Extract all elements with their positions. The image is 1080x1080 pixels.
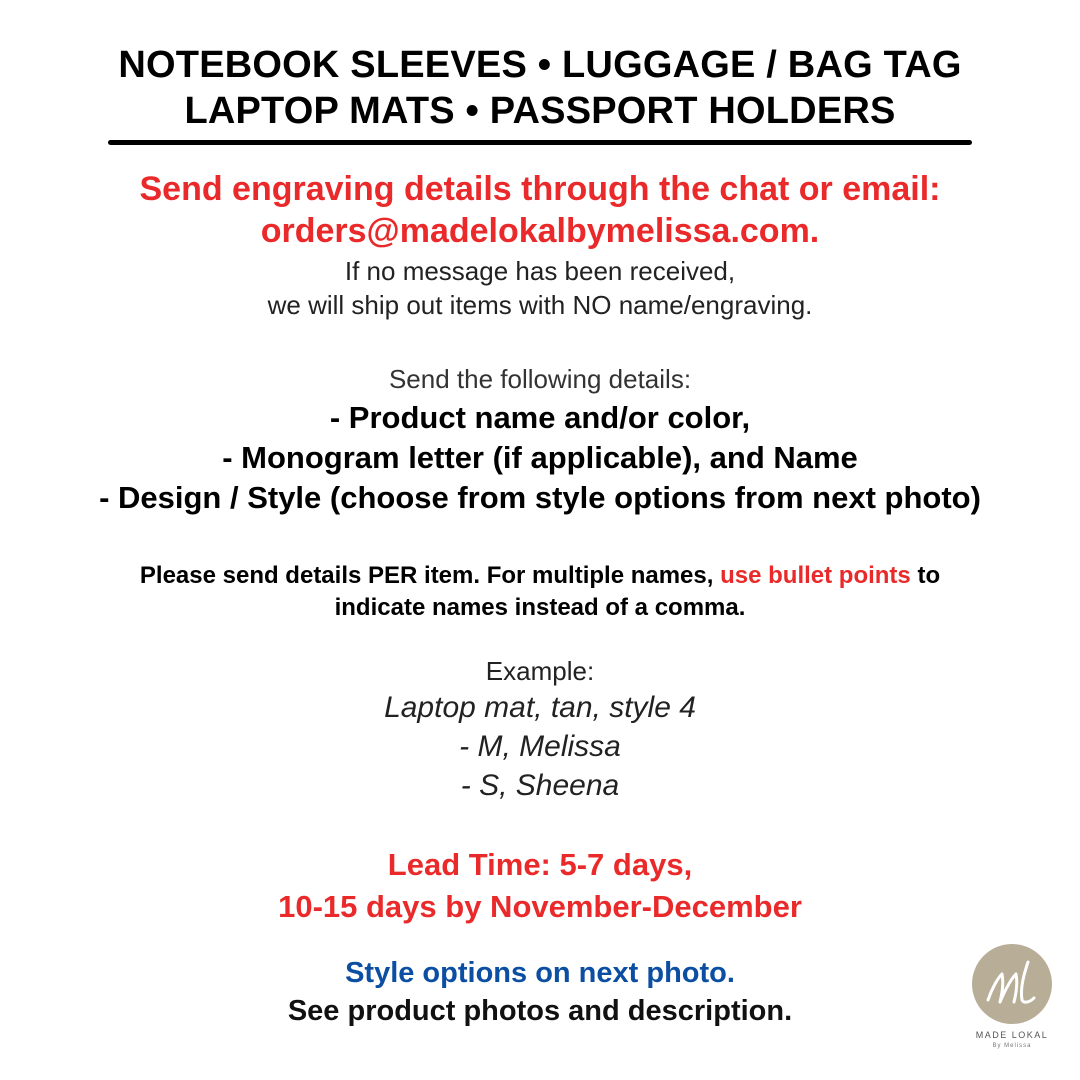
heading-divider — [108, 140, 972, 145]
heading-line-1: NOTEBOOK SLEEVES • LUGGAGE / BAG TAG — [118, 44, 962, 86]
no-message-line-1: If no message has been received, — [344, 256, 736, 286]
note-line-2: indicate names instead of a comma. — [334, 594, 746, 621]
no-message-notice — [0, 254, 1080, 322]
engraving-instructions — [0, 168, 1080, 252]
details-item: - Product name and/or color, — [329, 400, 751, 435]
details-heading: Send the following details: — [388, 364, 692, 394]
lead-time — [0, 844, 1080, 928]
page-heading — [0, 42, 1080, 134]
example-label: Example: — [485, 656, 595, 686]
lead-time-line-1: Lead Time: 5-7 days, — [387, 847, 693, 882]
example-line: - S, Sheena — [460, 769, 620, 802]
note-line-1 — [20, 560, 1060, 592]
heading-line-2: LAPTOP MATS • PASSPORT HOLDERS — [184, 90, 896, 132]
note-text-end: to — [910, 562, 941, 589]
details-item: - Design / Style (choose from style options from next photo) — [99, 480, 981, 515]
no-message-line-2: we will ship out items with NO name/engraving. — [267, 290, 813, 320]
example-line: Laptop mat, tan, style 4 — [384, 691, 696, 724]
footer-info — [0, 954, 1080, 1030]
example-lines — [0, 688, 1080, 805]
example-line: - M, Melissa — [459, 730, 621, 763]
brand-logo — [972, 944, 1052, 1024]
product-photos-line: See product photos and description. — [287, 995, 793, 1027]
engraving-line: Send engraving details through the chat or email: — [139, 170, 941, 208]
logo-name: MADE LOKAL — [975, 1030, 1049, 1040]
lead-time-line-2: 10-15 days by November-December — [278, 889, 802, 924]
email-address: orders@madelokalbymelissa.com. — [260, 212, 820, 250]
style-options-line: Style options on next photo. — [345, 957, 735, 989]
details-list — [0, 398, 1080, 518]
logo-sub: By Melissa — [992, 1043, 1032, 1049]
monogram-icon — [972, 944, 1052, 1024]
note-highlight: use bullet points — [720, 562, 911, 589]
note-text: Please send details PER item. For multiple names, — [139, 562, 721, 589]
details-item: - Monogram letter (if applicable), and Name — [222, 440, 858, 475]
per-item-note — [0, 560, 1080, 624]
